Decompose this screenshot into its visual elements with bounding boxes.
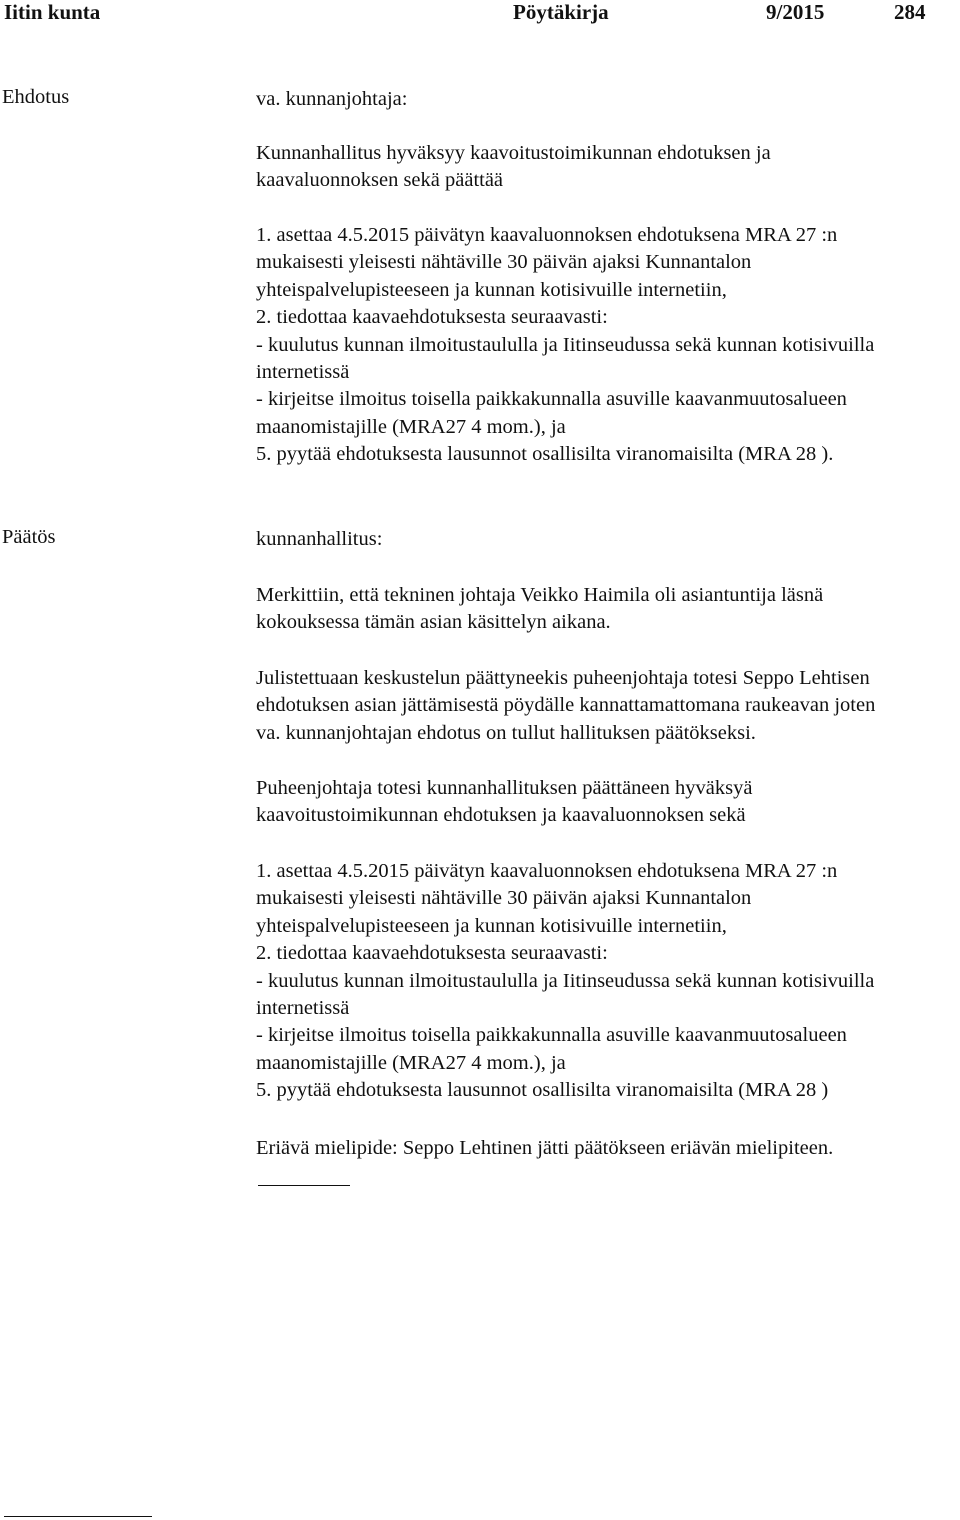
proposal-items [256, 222, 960, 469]
meeting-number: 9/2015 [766, 0, 825, 24]
proposal-by [256, 86, 960, 113]
decision-paragraph-3 [256, 775, 960, 830]
text-line: 5. pyytää ehdotuksesta lausunnot osallisilta viranomaisilta (MRA 28 ) [256, 1079, 829, 1102]
text-line: kokouksessa tämän asian käsittelyn aikana. [256, 611, 611, 634]
text-line: ehdotuksen asian jättämisestä pöydälle kannattamattomana raukeavan joten [256, 694, 876, 717]
text-line: internetissä [256, 996, 350, 1019]
text-line: yhteispalvelupisteeseen ja kunnan kotisivuille internetiin, [256, 278, 727, 301]
municipality-name: Iitin kunta [4, 0, 101, 24]
text-line: maanomistajille (MRA27 4 mom.), ja [256, 1051, 566, 1074]
text-line: yhteispalvelupisteeseen ja kunnan kotisivuille internetiin, [256, 914, 727, 937]
decision-by-text: kunnanhallitus: [256, 528, 383, 550]
text-line: Puheenjohtaja totesi kunnanhallituksen päättäneen hyväksyä [256, 777, 753, 799]
decision-items [256, 858, 960, 1105]
document-type: Pöytäkirja [513, 0, 609, 24]
page-header [0, 0, 960, 26]
proposal-by-text: va. kunnanjohtaja: [256, 88, 408, 110]
text-line: 1. asettaa 4.5.2015 päivätyn kaavaluonnoksen ehdotuksena MRA 27 :n [256, 860, 838, 882]
text-line: Merkittiin, että tekninen johtaja Veikko Haimila oli asiantuntija läsnä [256, 584, 824, 606]
text-line: mukaisesti yleisesti nähtäville 30 päivän ajaksi Kunnantalon [256, 887, 752, 910]
text-line: 1. asettaa 4.5.2015 päivätyn kaavaluonnoksen ehdotuksena MRA 27 :n [256, 224, 838, 246]
text-line: - kirjeitse ilmoitus toisella paikkakunnalla asuville kaavanmuutosalueen [256, 1024, 847, 1047]
decision-label: Päätös [2, 526, 56, 548]
text-line: va. kunnanjohtajan ehdotus on tullut hallituksen päätökseksi. [256, 721, 756, 744]
text-line: Kunnanhallitus hyväksyy kaavoitustoimikunnan ehdotuksen ja [256, 142, 771, 164]
text-line: 5. pyytää ehdotuksesta lausunnot osallisilta viranomaisilta (MRA 28 ). [256, 443, 834, 466]
text-line: kaavoitustoimikunnan ehdotuksen ja kaavaluonnoksen sekä [256, 804, 746, 827]
text-line: 2. tiedottaa kaavaehdotuksesta seuraavasti: [256, 942, 608, 965]
page-number: 284 [894, 0, 926, 24]
text-line: mukaisesti yleisesti nähtäville 30 päivän ajaksi Kunnantalon [256, 251, 752, 274]
decision-paragraph-2 [256, 665, 960, 747]
text-line: 2. tiedottaa kaavaehdotuksesta seuraavasti: [256, 306, 608, 329]
text-line: internetissä [256, 360, 350, 383]
text-line: - kuulutus kunnan ilmoitustaululla ja Iitinseudussa sekä kunnan kotisivuilla [256, 969, 875, 992]
text-line: maanomistajille (MRA27 4 mom.), ja [256, 415, 566, 438]
text-line: - kirjeitse ilmoitus toisella paikkakunnalla asuville kaavanmuutosalueen [256, 388, 847, 411]
decision-paragraph-1 [256, 582, 960, 637]
text-line: Julistettuaan keskustelun päättyneekis puheenjohtaja totesi Seppo Lehtisen [256, 667, 870, 689]
closing-rule [258, 1185, 350, 1186]
footer-rule [4, 1516, 152, 1517]
text-line: kaavaluonnoksen sekä päättää [256, 169, 504, 192]
dissent-statement [256, 1135, 960, 1162]
text-line: - kuulutus kunnan ilmoitustaululla ja Iitinseudussa sekä kunnan kotisivuilla [256, 333, 875, 356]
proposal-intro [256, 140, 960, 195]
proposal-label: Ehdotus [2, 86, 70, 108]
dissent-text: Eriävä mielipide: Seppo Lehtinen jätti päätökseen eriävän mielipiteen. [256, 1137, 834, 1159]
decision-by [256, 526, 960, 553]
